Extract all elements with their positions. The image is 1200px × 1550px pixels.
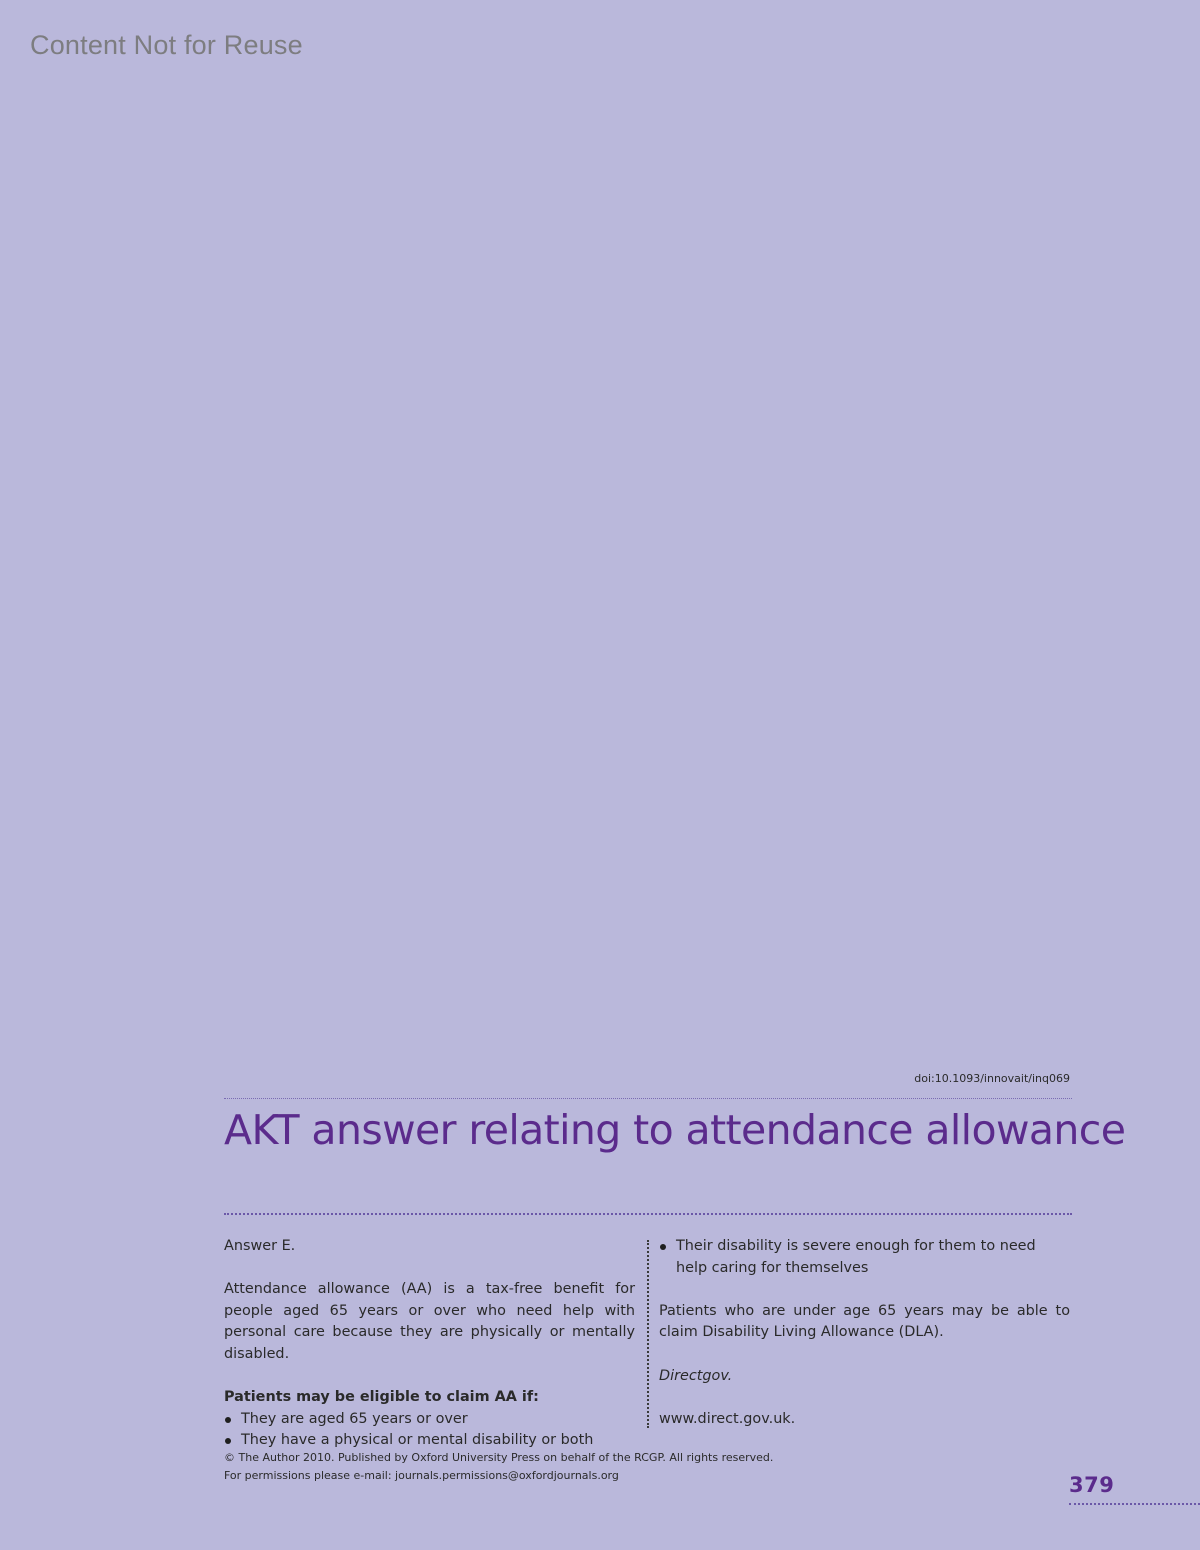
dla-paragraph: Patients who are under age 65 years may be able to claim Disability Living Allowance (DLA). [659, 1302, 1070, 1341]
list-item: They are aged 65 years or over [224, 1409, 635, 1431]
copyright-footer [224, 1449, 773, 1485]
list-item: Their disability is severe enough for them to need help caring for themselves [659, 1236, 1070, 1279]
watermark-text: Content Not for Reuse [30, 30, 303, 60]
source-label: Directgov. [659, 1367, 733, 1384]
right-column [659, 1236, 1070, 1430]
source-url: www.direct.gov.uk. [659, 1410, 796, 1427]
page-number: 379 [1069, 1473, 1115, 1497]
title-dotted-rule [224, 1213, 1072, 1215]
permissions-line: For permissions please e-mail: journals.permissions@oxfordjournals.org [224, 1469, 619, 1482]
copyright-line: © The Author 2010. Published by Oxford University Press on behalf of the RCGP. All rights reserved. [224, 1451, 774, 1464]
bullet-icon [660, 1244, 666, 1250]
column-divider [647, 1240, 649, 1428]
article-title: AKT answer relating to attendance allowance [224, 1106, 1126, 1154]
bullet-icon [225, 1417, 231, 1423]
left-column [224, 1236, 635, 1452]
intro-paragraph: Attendance allowance (AA) is a tax-free benefit for people aged 65 years or over who need help with personal care because they are physically or mentally disabled. [224, 1281, 635, 1362]
doi-reference: doi:10.1093/innovait/inq069 [914, 1072, 1070, 1085]
eligibility-list-continued [659, 1236, 1070, 1279]
list-item: They have a physical or mental disability or both [224, 1430, 635, 1452]
top-dotted-rule [224, 1098, 1072, 1099]
answer-line: Answer E. [224, 1238, 296, 1254]
bullet-icon [225, 1438, 231, 1444]
page-number-rule [1069, 1503, 1200, 1505]
eligibility-heading: Patients may be eligible to claim AA if: [224, 1389, 539, 1406]
eligibility-list [224, 1409, 635, 1452]
